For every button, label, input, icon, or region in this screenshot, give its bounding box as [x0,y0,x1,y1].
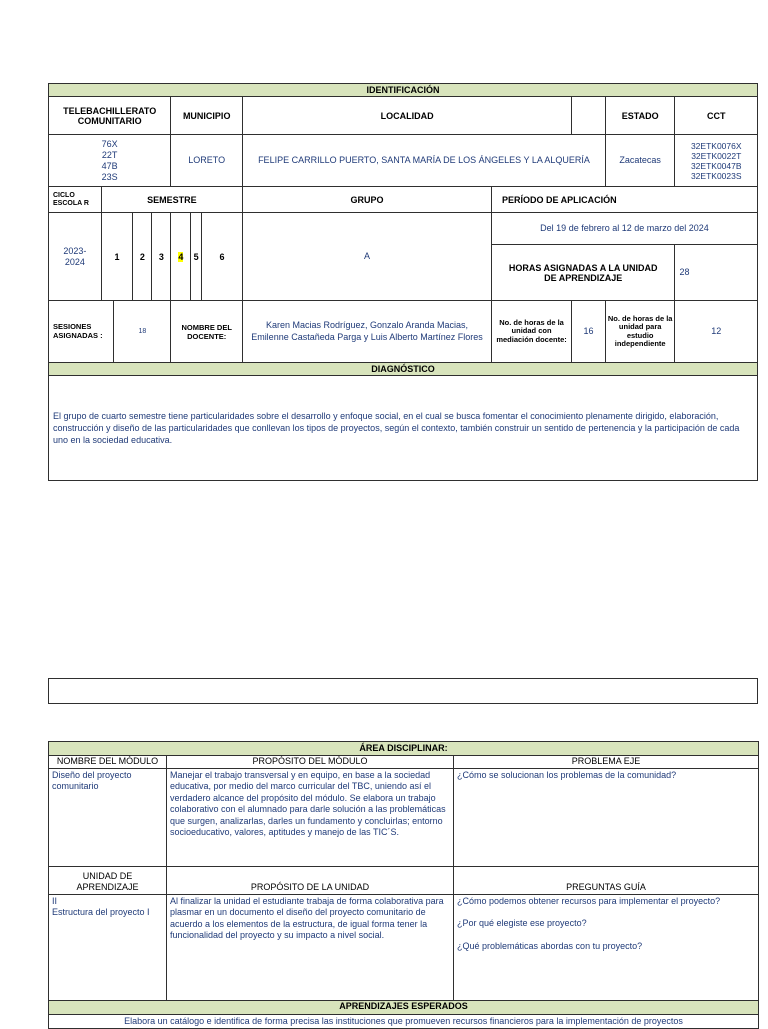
semestre-2: 2 [133,213,152,301]
grupo-label: GRUPO [243,187,492,213]
telebachillerato-code: 23S [101,171,118,182]
unidad-header: UNIDAD DE APRENDIZAJE [49,866,167,894]
municipio-header: MUNICIPIO [171,97,243,135]
horas-mediacion-value: 16 [572,301,606,363]
cct-codes [675,135,758,187]
semestre-4 [171,213,191,301]
municipio-value: LORETO [171,135,243,187]
empty-box [48,678,758,704]
diagnostico-text: El grupo de cuarto semestre tiene particularidades sobre el desarrollo y enfoque social, en el cual se busca fomentar el conocimiento plenamente dirigido, elaboración, construcción y diseño de las particularidades que conllevan los tipos de proyectos, según el contexto, también construir un sentido de pertenencia y la participación de cada uno en la sociedad educativa. [49,376,758,481]
proposito-unidad-header: PROPÓSITO DE LA UNIDAD [167,866,454,894]
identificacion-title: IDENTIFICACIÓN [49,84,758,97]
aprendizajes-text: Elabora un catálogo e identifica de forma precisa las instituciones que promueven recursos financieros para la implementación de proyectos [49,1014,759,1029]
pregunta-guia: ¿Por qué elegiste ese proyecto? [457,918,587,928]
sesiones-value: 18 [114,301,171,363]
telebachillerato-code: 22T [101,149,118,160]
preguntas-guia-list [454,894,759,1000]
sesiones-label: SESIONES ASIGNADAS : [49,301,114,363]
docente-label: NOMBRE DEL DOCENTE: [171,301,243,363]
horas-independiente-value: 12 [675,301,758,363]
modulo-value: Diseño del proyecto comunitario [49,768,167,866]
diagnostico-title: DIAGNÓSTICO [49,363,758,376]
pregunta-guia: ¿Cómo podemos obtener recursos para implementar el proyecto? [457,895,721,906]
periodo-value: Del 19 de febrero al 12 de marzo del 2024 [491,213,757,245]
horas-label: HORAS ASIGNADAS A LA UNIDAD DE APRENDIZAJE [491,245,675,301]
semestre-label: SEMESTRE [101,187,242,213]
identificacion-table [48,83,758,481]
localidad-header: LOCALIDAD [243,97,572,135]
modulo-header: NOMBRE DEL MÓDULO [49,756,167,769]
cct-code: 32ETK0023S [690,170,742,181]
grupo-value: A [243,213,492,301]
estado-value: Zacatecas [605,135,675,187]
aprendizajes-title: APRENDIZAJES ESPERADOS [49,1000,759,1014]
cct-header: CCT [675,97,758,135]
proposito-modulo-header: PROPÓSITO DEL MÓDULO [167,756,454,769]
area-title: ÁREA DISCIPLINAR: [49,742,759,756]
telebachillerato-code: 47B [101,160,118,171]
horas-mediacion-label: No. de horas de la unidad con mediación docente: [491,301,571,363]
docente-value: Karen Macias Rodríguez, Gonzalo Aranda Macias, Emilenne Castañeda Parga y Luis Alberto Martínez Flores [243,301,492,363]
localidad-value: FELIPE CARRILLO PUERTO, SANTA MARÍA DE LOS ÁNGELES Y LA ALQUERÍA [243,135,606,187]
empty-header-cell [572,97,606,135]
ciclo-value: 2023-2024 [49,213,102,301]
horas-independiente-label: No. de horas de la unidad para estudio independiente [605,301,675,363]
telebachillerato-code: 76X [101,138,118,149]
pregunta-guia: ¿Qué problemáticas abordas con tu proyecto? [457,940,643,951]
horas-value: 28 [675,245,758,301]
unidad-number: II [52,895,58,906]
proposito-unidad-value: Al finalizar la unidad el estudiante trabaja de forma colaborativa para plasmar en un documento el diseño del proyecto comunitario de acuerdo a los elementos de la estructura, de igual forma tener la funcionalidad del proyecto y su impacto a nivel social. [167,894,454,1000]
cct-code: 32ETK0047B [690,160,742,171]
unidad-value [49,894,167,1000]
semestre-3: 3 [152,213,171,301]
unidad-name: Estructura del proyecto I [52,907,150,917]
proposito-modulo-value: Manejar el trabajo transversal y en equipo, en base a la sociedad educativa, por medio del marco curricular del TBC, uniendo así el verdadero alcance del propósito del módulo. Se elabora un trabajo colaborativo con el alumnado para darle solución a las problemáticas que surgen, analizarlas, darles un fundamento y concluirlas; entorno socioeducativo, valores, aptitudes y manejo de las TIC´S. [167,768,454,866]
area-disciplinar-table [48,741,759,1029]
semestre-4-highlight: 4 [178,251,184,262]
problema-eje-header: PROBLEMA EJE [454,756,759,769]
cct-code: 32ETK0022T [691,150,742,161]
semestre-6: 6 [201,213,242,301]
ciclo-label: CICLO ESCOLA R [49,187,102,213]
estado-header: ESTADO [605,97,675,135]
telebachillerato-codes [49,135,171,187]
semestre-1: 1 [101,213,133,301]
cct-code: 32ETK0076X [690,140,742,151]
telebachillerato-header: TELEBACHILLERATO COMUNITARIO [49,97,171,135]
periodo-label: PERÍODO DE APLICACIÓN [491,187,757,213]
preguntas-header: PREGUNTAS GUÍA [454,866,759,894]
semestre-5: 5 [191,213,202,301]
problema-eje-value: ¿Cómo se solucionan los problemas de la comunidad? [454,768,759,866]
